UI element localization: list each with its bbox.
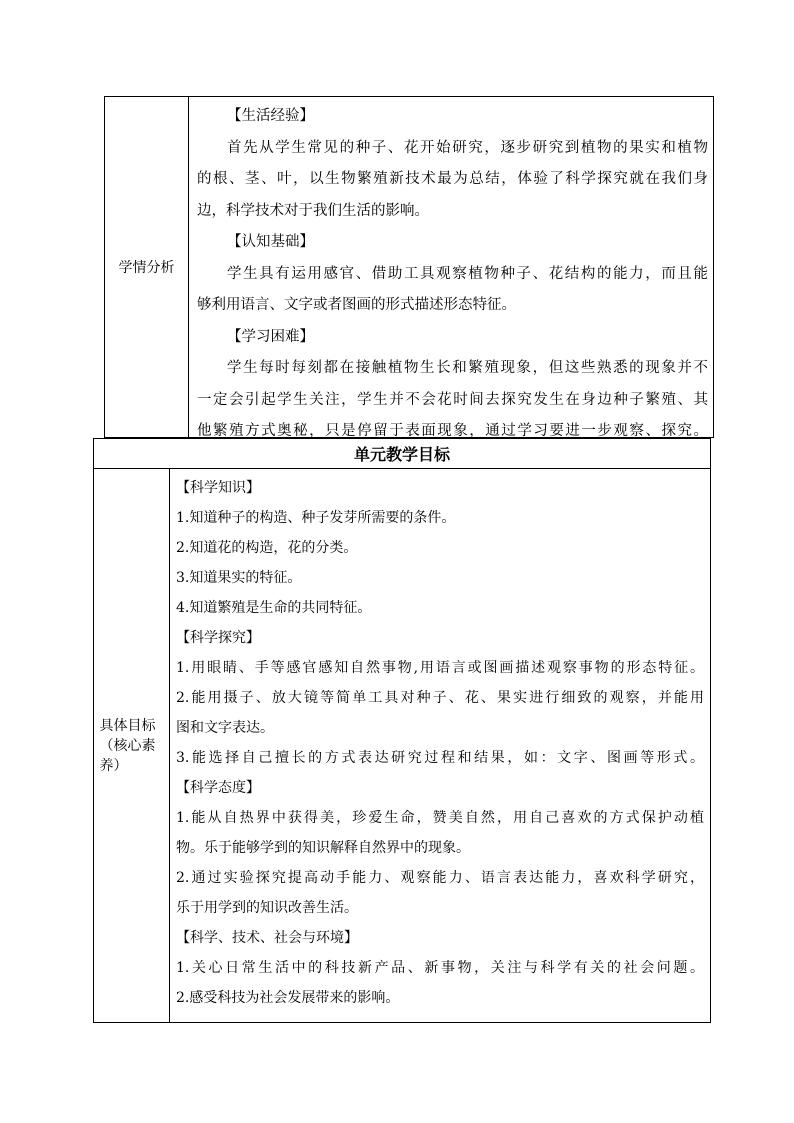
goals-text-line: 4.知道繁殖是生命的共同特征。 [176, 600, 372, 616]
analysis-heading: 【学习困难】 [227, 328, 314, 345]
goals-text-line: 1.用眼睛、手等感官感知自然事物,用语言或图画描述观察事物的形态特征。 [176, 660, 704, 676]
learning-analysis-table [104, 96, 714, 438]
goals-text-line: 1.知道种子的构造、种子发芽所需要的条件。 [176, 510, 456, 526]
analysis-text-line: 边，科学技术对于我们生活的影响。 [197, 202, 429, 219]
goals-heading: 【科学、技术、社会与环境】 [176, 930, 358, 946]
goals-text-line: 乐于用学到的知识改善生活。 [176, 900, 358, 916]
unit-goals-table [93, 438, 711, 1023]
analysis-text-line: 他繁殖方式奥秘，只是停留于表面现象，通过学习要进一步观察、探究。 [197, 423, 708, 439]
analysis-label: 学情分析 [118, 260, 175, 276]
analysis-text-line: 够利用语言、文字或者图画的形式描述形态特征。 [197, 297, 516, 313]
goals-content [170, 469, 710, 1022]
analysis-text-line: 一定会引起学生关注，学生并不会花时间去探究发生在身边种子繁殖、其 [197, 391, 708, 408]
goals-title: 单元教学目标 [353, 445, 450, 464]
goals-text-line: 3.知道果实的特征。 [176, 570, 302, 586]
analysis-heading: 【生活经验】 [227, 108, 314, 124]
analysis-text-line: 学生具有运用感官、借助工具观察植物种子、花结构的能力，而且能 [227, 265, 708, 282]
goals-text-line: 2.感受科技为社会发展带来的影响。 [176, 990, 400, 1006]
analysis-text-line: 学生每时每刻都在接触植物生长和繁殖现象，但这些熟悉的现象并不 [227, 360, 708, 376]
goals-text-line: 2.知道花的构造，花的分类。 [176, 540, 358, 556]
goals-text-line: 3.能选择自己擅长的方式表达研究过程和结果，如：文字、图画等形式。 [176, 750, 704, 766]
goals-text-line: 1.关心日常生活中的科技新产品、新事物，关注与科学有关的社会问题。 [176, 960, 704, 976]
goals-text-line: 2.通过实验探究提高动手能力、观察能力、语言表达能力，喜欢科学研究， [176, 870, 704, 886]
analysis-text-line: 首先从学生常见的种子、花开始研究，逐步研究到植物的果实和植物 [227, 139, 708, 156]
analysis-content [189, 97, 713, 437]
analysis-heading: 【认知基础】 [227, 234, 314, 250]
goals-label-cell [94, 469, 170, 1022]
goals-title-cell [94, 439, 710, 469]
analysis-label-cell [105, 97, 189, 437]
analysis-text-line: 的根、茎、叶，以生物繁殖新技术最为总结，体验了科学探究就在我们身 [197, 171, 708, 187]
goals-text-line: 物。乐于能够学到的知识解释自然界中的现象。 [176, 840, 470, 856]
goals-heading: 【科学态度】 [176, 780, 260, 796]
goals-heading: 【科学知识】 [176, 480, 260, 496]
goals-text-line: 图和文字表达。 [176, 720, 274, 736]
goals-text-line: 1.能从自热界中获得美，珍爱生命，赞美自然，用自己喜欢的方式保护动植 [176, 810, 704, 826]
goals-text-line: 2.能用摄子、放大镜等简单工具对种子、花、果实进行细致的观察，并能用 [176, 690, 704, 706]
goals-heading: 【科学探究】 [176, 630, 260, 646]
goals-label: 具体目标（核心素养） [99, 717, 156, 774]
